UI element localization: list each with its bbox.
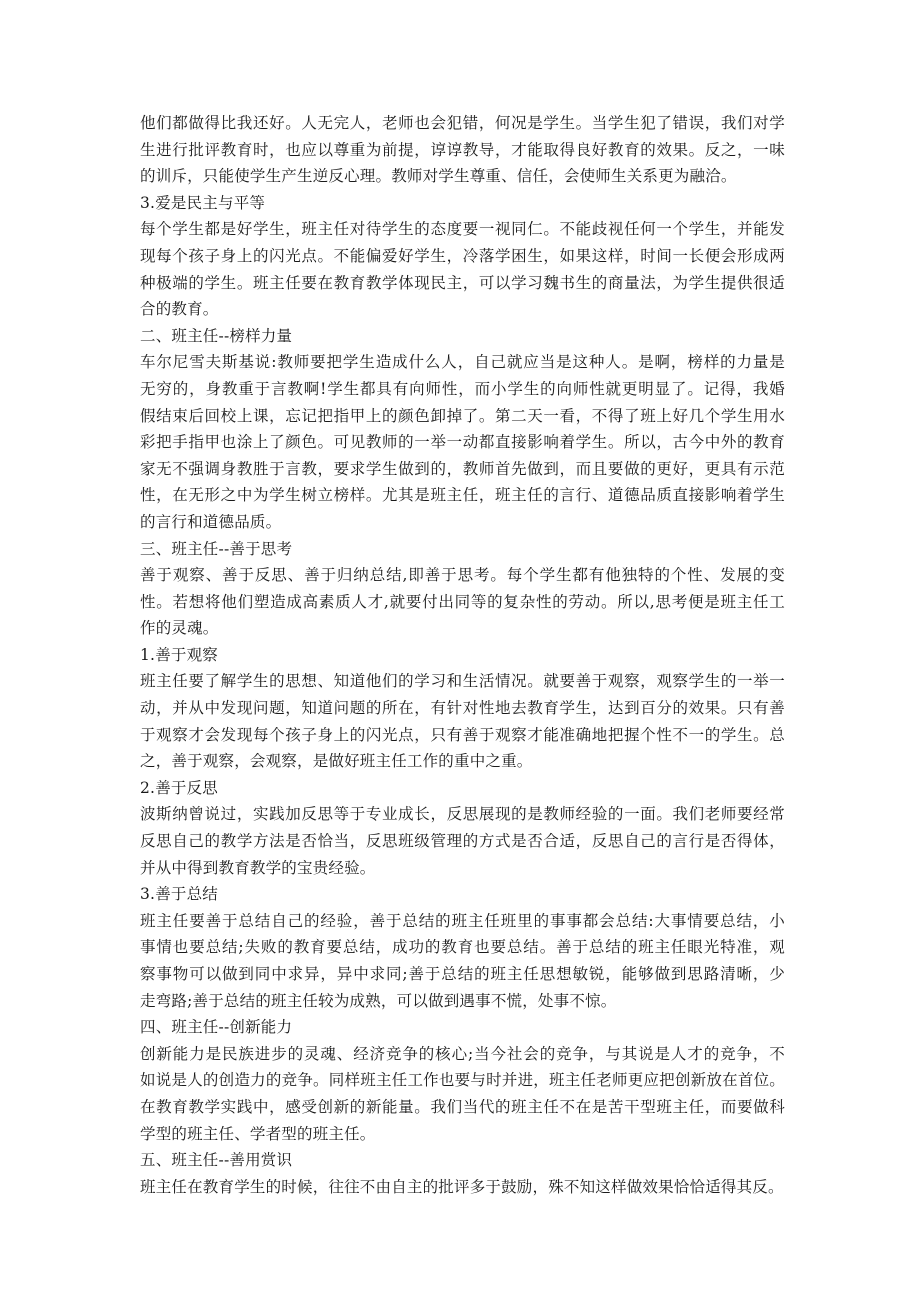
text-line: 的言行和道德品质。 <box>140 512 282 531</box>
document-page <box>140 110 785 1200</box>
text-line: 班主任要善于总结自己的经验，善于总结的班主任班里的事事都会总结:大事情要总结，小 <box>140 911 785 930</box>
section-heading <box>140 1014 785 1041</box>
text-line: 于观察才会发现每个孩子身上的闪光点，只有善于观察才能准确地把握个性不一的学生。总 <box>140 725 785 744</box>
text-line: 的训斥，只能使学生产生逆反心理。教师对学生尊重、信任，会使师生关系更为融洽。 <box>140 167 737 186</box>
text-line: 创新能力是民族进步的灵魂、经济竞争的核心;当今社会的竞争，与其说是人才的竞争，不 <box>140 1044 785 1063</box>
text-line: 之，善于观察，会观察，是做好班主任工作的重中之重。 <box>140 752 533 771</box>
body-paragraph <box>140 562 785 642</box>
section-heading <box>140 323 785 350</box>
text-line: 如说是人的创造力的竞争。同样班主任工作也要与时并进，班主任老师更应把创新放在首位。 <box>140 1071 785 1090</box>
text-line: 动，并从中发现问题，知道问题的所在，有针对性地去教育学生，达到百分的效果。只有善 <box>140 699 785 718</box>
body-paragraph <box>140 349 785 535</box>
text-line: 1.善于观察 <box>140 645 218 664</box>
text-line: 性，在无形之中为学生树立榜样。尤其是班主任，班主任的言行、道德品质直接影响着学生 <box>140 486 785 505</box>
text-line: 在教育教学实践中，感受创新的新能量。我们当代的班主任不在是苦干型班主任，而要做科 <box>140 1097 785 1116</box>
text-line: 合的教育。 <box>140 300 219 319</box>
section-heading <box>140 1147 785 1174</box>
text-line: 种极端的学生。班主任要在教育教学体现民主，可以学习魏书生的商量法，为学生提供很适 <box>140 273 785 292</box>
section-heading <box>140 642 785 669</box>
body-paragraph <box>140 908 785 1014</box>
text-line: 他们都做得比我还好。人无完人，老师也会犯错，何况是学生。当学生犯了错误，我们对学 <box>140 114 785 132</box>
text-line: 每个学生都是好学生，班主任对待学生的态度要一视同仁。不能歧视任何一个学生，并能发 <box>140 220 785 239</box>
text-line: 四、班主任--创新能力 <box>140 1018 293 1037</box>
text-line: 无穷的，身教重于言教啊!学生都具有向师性，而小学生的向师性就更明显了。记得，我婚 <box>140 379 785 398</box>
body-paragraph <box>140 110 785 190</box>
section-heading <box>140 775 785 802</box>
section-heading <box>140 536 785 563</box>
text-line: 性。若想将他们塑造成高素质人才,就要付出同等的复杂性的劳动。所以,思考便是班主任工 <box>140 592 785 611</box>
text-line: 三、班主任--善于思考 <box>140 539 293 558</box>
text-line: 二、班主任--榜样力量 <box>140 326 293 345</box>
section-heading <box>140 881 785 908</box>
text-line: 并从中得到教育教学的宝贵经验。 <box>140 858 376 877</box>
text-line: 察事物可以做到同中求异，异中求同;善于总结的班主任思想敏锐，能够做到思路清晰，少 <box>140 965 785 983</box>
text-line: 假结束后回校上课，忘记把指甲上的颜色卸掉了。第二天一看，不得了班上好几个学生用水 <box>140 406 785 425</box>
text-line: 学型的班主任、学者型的班主任。 <box>140 1124 376 1143</box>
text-line: 作的灵魂。 <box>140 619 219 638</box>
text-line: 彩把手指甲也涂上了颜色。可见教师的一举一动都直接影响着学生。所以，古今中外的教育 <box>140 433 785 452</box>
text-line: 班主任在教育学生的时候，往往不由自主的批评多于鼓励，殊不知这样做效果恰恰适得其反。 <box>140 1177 784 1196</box>
body-paragraph <box>140 668 785 774</box>
section-heading <box>140 190 785 217</box>
text-line: 善于观察、善于反思、善于归纳总结,即善于思考。每个学生都有他独特的个性、发展的变 <box>140 566 785 585</box>
text-line: 反思自己的教学方法是否恰当，反思班级管理的方式是否合适，反思自己的言行是否得体， <box>140 832 785 851</box>
text-line: 五、班主任--善用赏识 <box>140 1151 293 1170</box>
body-paragraph <box>140 1041 785 1147</box>
text-line: 现每个孩子身上的闪光点。不能偏爱好学生，冷落学困生，如果这样，时间一长便会形成两 <box>140 246 785 265</box>
text-line: 班主任要了解学生的思想、知道他们的学习和生活情况。就要善于观察，观察学生的一举一 <box>140 672 785 691</box>
text-line: 生进行批评教育时，也应以尊重为前提，谆谆教导，才能取得良好教育的效果。反之，一味 <box>140 140 785 159</box>
text-line: 家无不强调身教胜于言教，要求学生做到的，教师首先做到，而且要做的更好，更具有示范 <box>140 459 785 478</box>
text-line: 2.善于反思 <box>140 778 218 797</box>
text-line: 事情也要总结;失败的教育要总结，成功的教育也要总结。善于总结的班主任眼光特准，观 <box>140 938 785 957</box>
text-line: 3.善于总结 <box>140 885 218 904</box>
body-paragraph <box>140 801 785 881</box>
body-paragraph <box>140 216 785 322</box>
text-line: 3.爱是民主与平等 <box>140 193 266 212</box>
text-line: 车尔尼雪夫斯基说:教师要把学生造成什么人，自己就应当是这种人。是啊，榜样的力量是 <box>140 353 785 372</box>
text-line: 走弯路;善于总结的班主任较为成熟，可以做到遇事不慌，处事不惊。 <box>140 991 617 1010</box>
body-paragraph <box>140 1174 785 1201</box>
text-line: 波斯纳曾说过，实践加反思等于专业成长，反思展现的是教师经验的一面。我们老师要经常 <box>140 805 785 824</box>
